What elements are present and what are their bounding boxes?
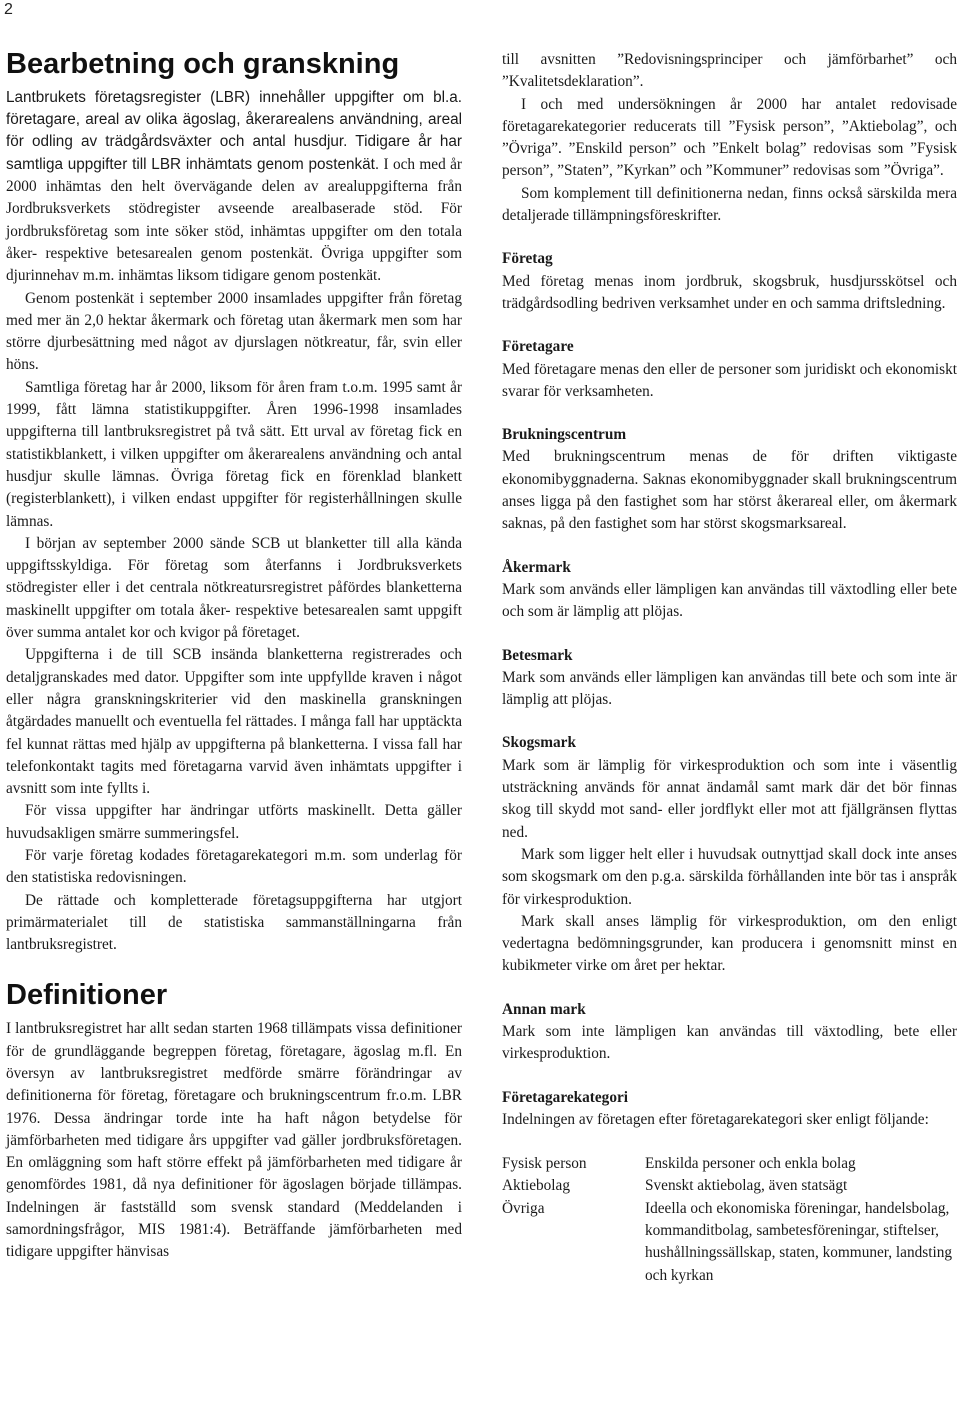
paragraph-postenkat: Genom postenkät i september 2000 insamlades uppgifter från företag med mer än 2,0 hektar åkermark och företag utan åkermark men som har större djurbesättning med något av djurslagen nötkreatur, får, svin eller höns. — [6, 289, 462, 374]
definition-text: Med brukningscentrum menas de för driften viktigaste ekonomibyggnaderna. Saknas ekonomibyggnader skall brukningscentrum anses ligga på den fastighet som har störst åkerareal eller, om åkermark saknas, på den fastighet som har störst skogsmarksareal. — [502, 448, 957, 533]
paragraph-komplement: Som komplement till definitionerna nedan, finns också särskilda mera detaljerade tillämpningsföreskrifter. — [502, 184, 957, 225]
category-description: Ideella och ekonomiska föreningar, handelsbolag, kommanditbolag, sambetesföreningar, stiftelser, hushållningssällskap, staten, kommuner, landsting och kyrkan — [645, 1199, 952, 1284]
definition-text: Mark som är lämplig för virkesproduktion och som inte i väsentlig utsträckning används för annat ändamål samt mark där det bör finnas skog till skydd mot sand- eller jordflykt eller mot att fjällgränsen flyttas ned. — [502, 756, 957, 841]
category-name: Övriga — [502, 1199, 545, 1217]
definition-annan-mark — [502, 999, 957, 1066]
paragraph-kodades: För varje företag kodades företagarekategori m.m. som underlag för den statistiska redovisningen. — [6, 846, 462, 887]
left-column — [6, 0, 462, 1264]
definition-text-continued: Mark skall anses lämplig för virkesproduktion, om den enligt vedertagna bedömningsgrunder, kan producera i genomsnitt minst en kubikmeter virke om året per hektar. — [502, 912, 957, 975]
paragraph-definitioner-intro: I lantbruksregistret har allt sedan starten 1968 tillämpats vissa definitioner för de grundläggande begreppen företag, företagare, ägoslag m.fl. En översyn av lantbruksregistret medförde smärre förändringar av definitionerna för företag, företagare och brukningscentrum fr.o.m. LBR 1976. Dessa ändringar torde inte ha haft någon betydelse för jämförbarheten med tidigare års uppgifter vad gäller jordbruksföretagen. En omläggning som haft större effekt på jämförbarheten med tidigare år genomfördes 1981, då nya definitioner för ägoslagen började tillämpas. Indelningen är fastställd som svensk standard (Meddelanden i samordningsfrågor, MIS 1981:4). Beträffande jämförbarheten med tidigare uppgifter hänvisas — [6, 1020, 462, 1261]
definition-term: Brukningscentrum — [502, 426, 627, 444]
definition-text: Med företagare menas den eller de personer som juridiskt och ekonomiskt svarar för verksamheten. — [502, 360, 957, 400]
definition-text: Mark som används eller lämpligen kan användas till bete och som inte är lämplig att plöjas. — [502, 668, 957, 709]
definition-brukningscentrum — [502, 424, 957, 535]
definition-skogsmark — [502, 732, 957, 977]
section-heading-bearbetning: Bearbetning och granskning — [6, 48, 400, 80]
intro-paragraph — [6, 87, 462, 288]
section-heading-definitioner: Definitioner — [6, 979, 168, 1012]
category-description: Svenskt aktiebolag, även statsägt — [645, 1177, 848, 1195]
definition-foretagarekategori — [502, 1087, 957, 1132]
definition-text-continued: Mark som ligger helt eller i huvudsak outnyttjad skall dock inte anses som skogsmark om den p.g.a. särskilda förhållanden inte bör tas i anspråk för virkesproduktion. — [502, 845, 957, 908]
paragraph-avsnitten: till avsnitten ”Redovisningsprinciper och jämförbarhet” och ”Kvalitetsdeklaration”. — [502, 51, 957, 91]
page-number: 2 — [4, 1, 13, 18]
definition-term: Betesmark — [502, 646, 573, 664]
paragraph-borjan: I början av september 2000 sände SCB ut blanketter till alla kända uppgiftsskyldiga. För företag som återfanns i Jordbruksverkets stödregister eller i det centrala nötkreatursregistret påfördes blanketterna maskinellt uppgifter om totala åker- respektive betesarealen samt uppgift över summa antalet kor och kvigor på företaget. — [6, 534, 462, 642]
definition-term: Åkermark — [502, 558, 571, 576]
intro-serif-text: I och med år 2000 inhämtas den helt övervägande delen av arealuppgifterna från Jordbruksverkets stödregister avseende arealbaserade stöd. För jordbruksföretag som inte söker stöd, inhämtas uppgifter om den totala åker- respektive betesarealen genom postenkät. Övriga uppgifter som djurinnehav m.m. inhämtas liksom tidigare genom postenkät. — [6, 155, 462, 285]
definition-betesmark — [502, 645, 957, 712]
paragraph-registrerades: Uppgifterna i de till SCB insända blanketterna registrerades och detaljgranskades med dator. Uppgifter som inte uppfyllde kraven i något eller några granskningskriterier vid den maskinella granskningen åtgärdades manuellt och eventuella fel rättades. I många fall har upptäckta fel kunnat rättas med hjälp av uppgifterna på blanketterna. I vissa fall har telefonkontakt tagits med företagarna varvid även inhämtats uppgifter i avsnitt som inte fyllts i. — [6, 646, 462, 798]
definition-term: Företag — [502, 250, 553, 268]
paragraph-maskinellt: För vissa uppgifter har ändringar utförts maskinellt. Detta gäller huvudsakligen smärre summeringsfel. — [6, 802, 462, 842]
definition-term: Annan mark — [502, 1000, 586, 1018]
definition-foretagare — [502, 336, 957, 403]
definition-term: Företagare — [502, 338, 574, 356]
intro-sans-text: Lantbrukets företagsregister (LBR) innehåller uppgifter om bl.a. företagare, areal av olika ägoslag, åkerarealens användning, areal för odling av trädgårdsväxter och antal husdjur. Tidigare år har samtliga uppgifter till LBR inhämtats genom postenkät. — [6, 88, 462, 173]
right-column — [502, 0, 957, 1287]
paragraph-rattade: De rättade och kompletterade företagsuppgifterna har utgjort primärmaterialet till de statistiska sammanställningarna från lantbruksregistret. — [6, 891, 462, 954]
definition-akermark — [502, 557, 957, 624]
category-name: Fysisk person — [502, 1155, 587, 1173]
paragraph-undersokningen: I och med undersökningen år 2000 har antalet redovisade företagarekategorier reducerats till ”Fysisk person”, ”Aktiebolag”, och ”Övriga”. ”Enskild person” och ”Enkelt bolag” redovisas som ”Fysisk person”, ”Staten”, ”Kyrkan” och ”Kommuner” redovisas som ”Övriga”. — [502, 95, 957, 180]
category-name: Aktiebolag — [502, 1177, 570, 1195]
definition-term: Skogsmark — [502, 734, 576, 752]
paragraph-samtliga: Samtliga företag har år 2000, liksom för åren fram t.o.m. 1995 samt år 1999, fått lämna statistikuppgifter. Åren 1996-1998 insamlades uppgifterna till lantbruksregistret på två sätt. Ett urval av företag fick en statistikblankett, i vilken uppgifter om åkerarealens användning och antal husdjur skulle lämnas. Övriga företag fick en förenklad blankett (registerblankett), i vilken endast uppgifter för registerhållningen skulle lämnas. — [6, 378, 462, 530]
definition-text: Mark som används eller lämpligen kan användas till växtodling eller bete och som är lämplig att plöjas. — [502, 580, 957, 621]
definition-text: Mark som inte lämpligen kan användas till växtodling, bete eller virkesproduktion. — [502, 1022, 957, 1063]
definition-term: Företagarekategori — [502, 1088, 629, 1106]
definition-foretag — [502, 248, 957, 315]
category-table — [502, 1153, 957, 1287]
definition-text: Med företag menas inom jordbruk, skogsbruk, husdjursskötsel och trädgårdsodling bedriven verksamhet under en och samma driftsledning. — [502, 272, 957, 312]
definition-text: Indelningen av företagen efter företagarekategori sker enligt följande: — [502, 1110, 929, 1128]
category-description: Enskilda personer och enkla bolag — [645, 1155, 856, 1173]
